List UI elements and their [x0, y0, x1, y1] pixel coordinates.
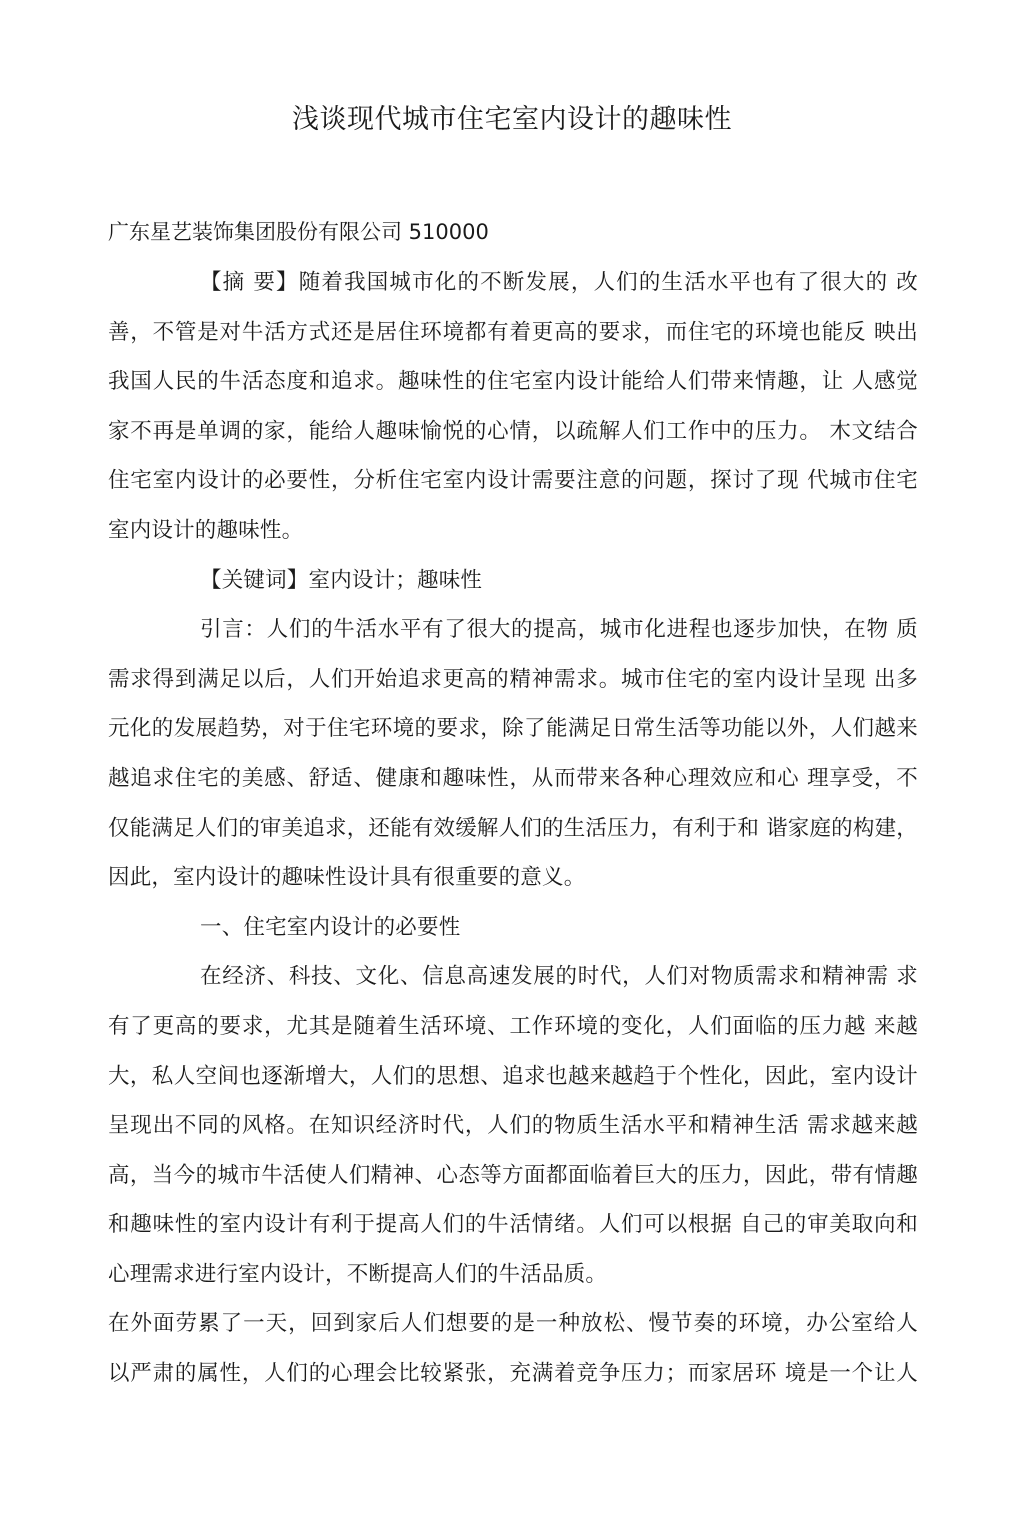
keywords: 【关键词】室内设计；趣味性: [200, 567, 483, 593]
section1-line: 有了更高的要求，尤其是随着生活环境、工作环境的变化，人们面临的压力越 来越: [108, 1013, 918, 1039]
paragraph-line: 以严肃的属性，人们的心理会比较紧张，充满着竞争压力；而家居环 境是一个让人: [108, 1361, 918, 1387]
abstract-line: 住宅室内设计的必要性，分析住宅室内设计需要注意的问题，探讨了现 代城市住宅: [108, 468, 918, 494]
section1-line: 和趣味性的室内设计有利于提高人们的牛活情绪。人们可以根据 自己的审美取向和: [108, 1212, 918, 1238]
intro-line: 引言：人们的牛活水平有了很大的提高，城市化进程也逐步加快，在物 质: [200, 617, 918, 643]
intro-line: 仅能满足人们的审美追求，还能有效缓解人们的生活压力，有利于和 谐家庭的构建，: [108, 815, 918, 841]
section1-line: 心理需求进行室内设计，不断提高人们的牛活品质。: [108, 1261, 608, 1287]
abstract-line: 善，不管是对牛活方式还是居住环境都有着更高的要求，而住宅的环境也能反 映出: [108, 319, 918, 345]
section1-line: 大，私人空间也逐渐增大，人们的思想、追求也越来越趋于个性化，因此，室内设计: [108, 1063, 918, 1089]
author-affiliation: 广东星艺装饰集团股份有限公司 510000: [108, 220, 489, 244]
abstract-line: 家不再是单调的家，能给人趣味愉悦的心情，以疏解人们工作中的压力。 木文结合: [108, 418, 918, 444]
section1-line: 高，当今的城市牛活使人们精神、心态等方面都面临着巨大的压力，因此，带有情趣: [108, 1162, 918, 1188]
paragraph-line: 在外面劳累了一天，回到家后人们想要的是一种放松、慢节奏的环境，办公室给人: [108, 1311, 918, 1337]
abstract-line: 室内设计的趣味性。: [108, 517, 304, 543]
intro-line: 因此，室内设计的趣味性设计具有很重要的意义。: [108, 865, 586, 891]
intro-line: 元化的发展趋势，对于住宅环境的要求，除了能满足日常生活等功能以外，人们越来: [108, 716, 918, 742]
document-title: 浅谈现代城市住宅室内设计的趣味性: [292, 104, 732, 135]
section1-line: 在经济、科技、文化、信息高速发展的时代，人们对物质需求和精神需 求: [200, 964, 918, 990]
intro-line: 越追求住宅的美感、舒适、健康和趣味性，从而带来各种心理效应和心 理享受，不: [108, 765, 918, 791]
abstract-line: 【摘 要】随着我国城市化的不断发展，人们的生活水平也有了很大的 改: [200, 270, 918, 295]
intro-line: 需求得到满足以后，人们开始追求更高的精神需求。城市住宅的室内设计呈现 出多: [108, 666, 918, 692]
section-heading: 一、住宅室内设计的必要性: [200, 914, 461, 940]
section1-line: 呈现出不同的风格。在知识经济时代，人们的物质生活水平和精神生活 需求越来越: [108, 1113, 918, 1139]
document-body: [108, 264, 918, 1405]
abstract-line: 我国人民的牛活态度和追求。趣味性的住宅室内设计能给人们带来情趣，让 人感觉: [108, 369, 918, 395]
